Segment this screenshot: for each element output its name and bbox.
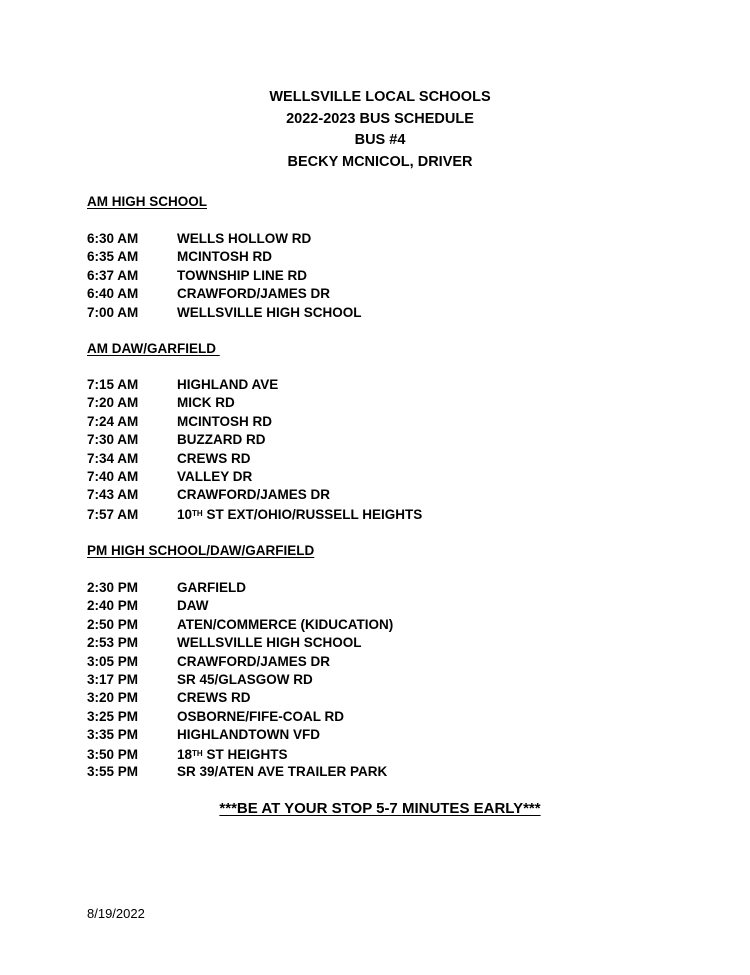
schedule-row	[87, 394, 687, 412]
schedule-title: 2022-2023 BUS SCHEDULE	[286, 110, 474, 127]
document-header	[0, 87, 750, 173]
schedule-row	[87, 450, 687, 468]
schedule-row	[87, 413, 687, 431]
schedule-row	[87, 689, 687, 707]
stop-location: MCINTOSH RD	[177, 413, 273, 429]
schedule-row	[87, 304, 687, 322]
schedule-row	[87, 726, 687, 744]
stop-location: SR 45/GLASGOW RD	[177, 671, 313, 687]
stop-time: 2:30 PM	[87, 580, 139, 595]
stop-location	[177, 745, 287, 764]
stop-time: 7:15 AM	[87, 377, 139, 392]
schedule-row	[87, 468, 687, 486]
schedule-row	[87, 505, 687, 523]
stop-location: DAW	[177, 598, 209, 614]
stop-location: ATEN/COMMERCE (KIDUCATION)	[177, 616, 394, 632]
stop-time: 2:40 PM	[87, 598, 139, 614]
stop-time: 7:40 AM	[87, 468, 139, 484]
stop-time: 6:37 AM	[87, 267, 139, 283]
stop-location: OSBORNE/FIFE-COAL RD	[177, 708, 345, 724]
stop-time: 7:00 AM	[87, 304, 139, 320]
schedule-row	[87, 579, 687, 597]
stop-time: 3:50 PM	[87, 746, 139, 762]
stop-location: HIGHLAND AVE	[177, 377, 279, 392]
schedule-row	[87, 431, 687, 449]
schedule-row	[87, 653, 687, 671]
section-title-am-high-school: AM HIGH SCHOOL	[87, 194, 207, 209]
stop-time: 3:05 PM	[87, 653, 139, 669]
schedule-row	[87, 671, 687, 689]
stop-location: SR 39/ATEN AVE TRAILER PARK	[177, 763, 388, 779]
stop-time: 2:50 PM	[87, 616, 139, 632]
stop-location: TOWNSHIP LINE RD	[177, 267, 308, 283]
ordinal-suffix: TH	[192, 508, 203, 518]
stop-time: 7:24 AM	[87, 413, 139, 429]
stop-time: 7:30 AM	[87, 432, 139, 448]
schedule-list-am-daw-garfield	[87, 376, 687, 523]
schedule-row	[87, 634, 687, 652]
stop-time: 3:55 PM	[87, 763, 139, 779]
school-name: WELLSVILLE LOCAL SCHOOLS	[269, 89, 491, 105]
stop-time: 7:57 AM	[87, 506, 139, 522]
stop-location: CRAWFORD/JAMES DR	[177, 487, 331, 503]
stop-location: HIGHLANDTOWN VFD	[177, 727, 320, 743]
early-arrival-notice: ***BE AT YOUR STOP 5-7 MINUTES EARLY***	[219, 800, 541, 817]
stop-location: VALLEY DR	[177, 468, 253, 484]
schedule-list-am-high-school	[87, 230, 687, 322]
schedule-row	[87, 486, 687, 504]
stop-time: 7:34 AM	[87, 450, 139, 466]
ordinal-suffix: TH	[192, 748, 203, 758]
stop-location-rest: ST HEIGHTS	[202, 746, 288, 762]
stop-location	[177, 505, 422, 524]
schedule-row	[87, 230, 687, 248]
stop-location: CRAWFORD/JAMES DR	[177, 653, 331, 669]
schedule-row	[87, 285, 687, 303]
stop-location: CREWS RD	[177, 450, 251, 466]
stop-time: 3:35 PM	[87, 727, 139, 743]
stop-time: 6:30 AM	[87, 231, 139, 246]
schedule-row	[87, 708, 687, 726]
stop-time: 6:40 AM	[87, 286, 139, 302]
schedule-row	[87, 376, 687, 394]
stop-location: GARFIELD	[177, 580, 246, 595]
stop-time: 6:35 AM	[87, 249, 139, 265]
bus-number: BUS #4	[354, 132, 406, 148]
stop-location: WELLS HOLLOW RD	[177, 231, 312, 246]
stop-location-prefix: 10	[177, 506, 193, 522]
driver-name: BECKY MCNICOL, DRIVER	[287, 153, 473, 170]
stop-location: CRAWFORD/JAMES DR	[177, 286, 331, 302]
stop-location: WELLSVILLE HIGH SCHOOL	[177, 304, 362, 320]
stop-time: 2:53 PM	[87, 635, 139, 651]
stop-location: MICK RD	[177, 395, 235, 411]
section-title-pm-high-school-daw-garfield: PM HIGH SCHOOL/DAW/GARFIELD	[87, 543, 315, 558]
schedule-row	[87, 597, 687, 615]
schedule-row	[87, 763, 687, 781]
stop-location: BUZZARD RD	[177, 432, 266, 448]
stop-location: CREWS RD	[177, 690, 251, 706]
stop-time: 7:20 AM	[87, 395, 139, 411]
stop-location-rest: ST EXT/OHIO/RUSSELL HEIGHTS	[202, 506, 423, 522]
schedule-row	[87, 267, 687, 285]
section-title-am-daw-garfield: AM DAW/GARFIELD	[87, 341, 220, 356]
schedule-list-pm	[87, 579, 687, 781]
schedule-row	[87, 745, 687, 763]
stop-time: 3:25 PM	[87, 708, 139, 724]
stop-time: 7:43 AM	[87, 487, 139, 503]
stop-time: 3:17 PM	[87, 671, 139, 687]
stop-location-prefix: 18	[177, 746, 193, 762]
stop-location: WELLSVILLE HIGH SCHOOL	[177, 635, 362, 651]
footer-date: 8/19/2022	[87, 906, 145, 921]
schedule-row	[87, 616, 687, 634]
stop-time: 3:20 PM	[87, 690, 139, 706]
stop-location: MCINTOSH RD	[177, 249, 273, 265]
schedule-row	[87, 248, 687, 266]
